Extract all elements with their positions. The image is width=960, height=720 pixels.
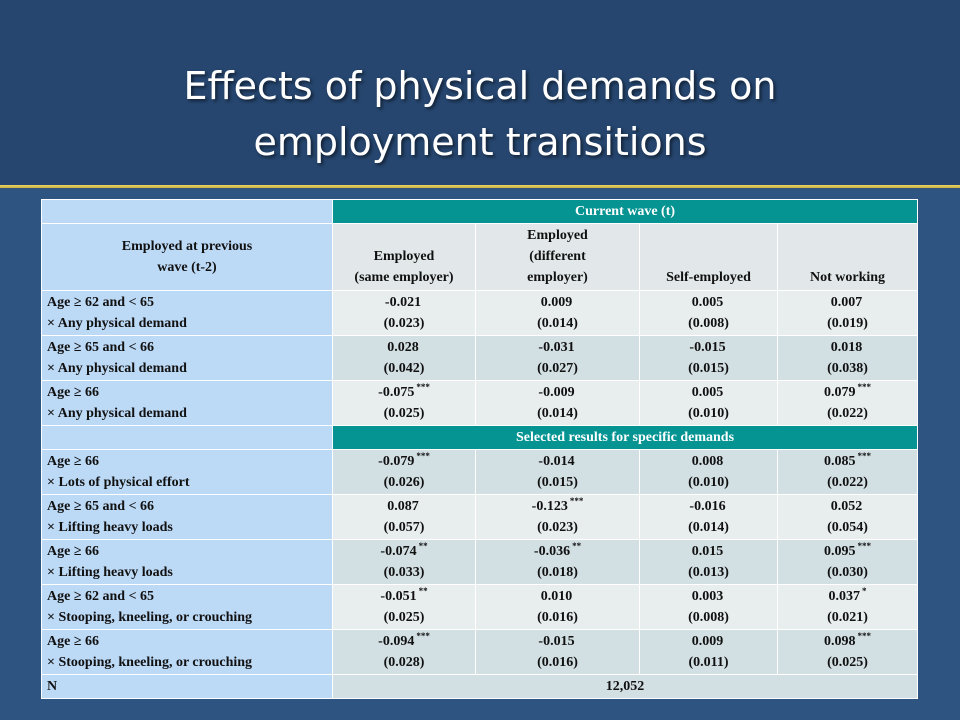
standard-error: (0.026): [383, 475, 425, 490]
table-row: [42, 540, 918, 585]
coefficient-cell: [333, 336, 476, 381]
row-label: [42, 495, 333, 540]
standard-error: (0.022): [827, 475, 868, 490]
coefficient-value: 0.085: [824, 454, 856, 469]
coefficient-line: [337, 292, 471, 313]
table-row: [42, 450, 918, 495]
standard-error: (0.030): [827, 565, 868, 580]
coefficient-value: 0.028: [387, 340, 419, 355]
significance-stars: ***: [416, 451, 430, 462]
row-label: [42, 630, 333, 675]
slide-title-line-1: Effects of physical demands on: [183, 64, 777, 108]
coefficient-value: 0.009: [691, 634, 724, 649]
row-label-line: × Any physical demand: [47, 406, 187, 421]
row-label-line: Age ≥ 66: [47, 634, 100, 649]
band-row-current-wave: [42, 200, 918, 224]
coefficient-value: 0.098: [824, 634, 856, 649]
row-label-line: × Stooping, kneeling, or crouching: [47, 610, 253, 625]
table-row: [42, 495, 918, 540]
standard-error: (0.016): [537, 610, 578, 625]
row-label-line: Age ≥ 65 and < 66: [47, 340, 155, 355]
coefficient-line: [782, 337, 913, 358]
row-label-line: Age ≥ 66: [47, 385, 100, 400]
coefficient-value: -0.075: [378, 385, 415, 400]
coefficient-line: [480, 631, 635, 652]
coefficient-value: -0.094: [378, 634, 415, 649]
coefficient-line: [337, 541, 471, 562]
standard-error: (0.025): [827, 655, 868, 670]
coefficient-value: 0.015: [691, 544, 724, 559]
coefficient-value: 0.008: [691, 454, 724, 469]
row-label-line: Age ≥ 66: [47, 544, 100, 559]
table-row: [42, 336, 918, 381]
standard-error: (0.010): [688, 475, 729, 490]
coefficient-value: 0.087: [387, 499, 419, 514]
coefficient-cell: [778, 540, 918, 585]
standard-error: (0.054): [827, 520, 868, 535]
row-label-line: × Lifting heavy loads: [47, 565, 173, 580]
band-row-specific-demands: [42, 426, 918, 450]
coefficient-line: [644, 292, 773, 313]
standard-error: (0.018): [537, 565, 578, 580]
standard-error: (0.015): [537, 475, 578, 490]
coefficient-cell: [778, 495, 918, 540]
band-specific-demands: Selected results for specific demands: [333, 426, 918, 450]
row-label-line: × Stooping, kneeling, or crouching: [47, 655, 253, 670]
coefficient-value: -0.123: [531, 499, 568, 514]
band-corner-cell: [42, 426, 333, 450]
band-current-wave: Current wave (t): [333, 200, 918, 224]
column-header-line: Not working: [809, 270, 886, 285]
coefficient-cell: [640, 450, 778, 495]
coefficient-value: 0.095: [824, 544, 856, 559]
coefficient-cell: [778, 585, 918, 630]
column-header-line: (different: [529, 249, 586, 264]
row-label-line: × Any physical demand: [47, 361, 187, 376]
standard-error: (0.016): [537, 655, 578, 670]
table-row: [42, 291, 918, 336]
standard-error: (0.008): [688, 610, 729, 625]
coefficient-line: [480, 382, 635, 403]
standard-error: (0.014): [537, 406, 578, 421]
coefficient-line: [782, 541, 913, 562]
corner-cell: [42, 200, 333, 224]
coefficient-value: 0.003: [691, 589, 724, 604]
row-label: [42, 450, 333, 495]
column-header-employed-different: [476, 224, 640, 291]
coefficient-line: [480, 586, 635, 607]
table-row: [42, 585, 918, 630]
coefficient-cell: [333, 585, 476, 630]
standard-error: (0.019): [827, 316, 868, 331]
coefficient-cell: [476, 585, 640, 630]
coefficient-cell: [640, 540, 778, 585]
column-header-line: Employed: [373, 249, 435, 264]
coefficient-line: [480, 451, 635, 472]
column-header-row: [42, 224, 918, 291]
sample-size-label: N: [42, 675, 333, 699]
coefficient-line: [337, 586, 471, 607]
standard-error: (0.022): [827, 406, 868, 421]
coefficient-value: 0.079: [824, 385, 856, 400]
coefficient-value: -0.016: [689, 499, 726, 514]
coefficient-value: 0.052: [830, 499, 863, 514]
coefficient-cell: [333, 540, 476, 585]
coefficient-value: -0.036: [533, 544, 571, 559]
significance-stars: ***: [857, 631, 872, 642]
coefficient-cell: [778, 381, 918, 426]
column-header-self-employed: [640, 224, 778, 291]
coefficient-cell: [640, 336, 778, 381]
coefficient-value: -0.015: [689, 340, 726, 355]
standard-error: (0.014): [537, 316, 578, 331]
standard-error: (0.033): [383, 565, 425, 580]
significance-stars: **: [572, 541, 582, 552]
standard-error: (0.013): [688, 565, 729, 580]
coefficient-line: [337, 382, 471, 403]
row-label-line: Age ≥ 62 and < 65: [47, 589, 155, 604]
row-label: [42, 381, 333, 426]
standard-error: (0.028): [383, 655, 425, 670]
coefficient-cell: [640, 630, 778, 675]
significance-stars: **: [418, 541, 428, 552]
coefficient-cell: [476, 336, 640, 381]
standard-error: (0.011): [688, 655, 729, 670]
results-table: [41, 199, 918, 699]
coefficient-cell: [778, 630, 918, 675]
coefficient-cell: [333, 630, 476, 675]
coefficient-cell: [476, 381, 640, 426]
standard-error: (0.057): [383, 520, 425, 535]
coefficient-line: [337, 631, 471, 652]
coefficient-line: [782, 451, 913, 472]
column-header-not-working: [778, 224, 918, 291]
coefficient-cell: [476, 540, 640, 585]
coefficient-cell: [640, 381, 778, 426]
column-header-line: employer): [527, 270, 588, 285]
coefficient-cell: [476, 291, 640, 336]
coefficient-cell: [778, 291, 918, 336]
coefficient-value: 0.018: [830, 340, 863, 355]
coefficient-cell: [333, 291, 476, 336]
standard-error: (0.027): [537, 361, 578, 376]
row-label-line: Age ≥ 66: [47, 454, 100, 469]
coefficient-line: [644, 337, 773, 358]
coefficient-value: 0.005: [691, 385, 724, 400]
coefficient-cell: [778, 336, 918, 381]
coefficient-line: [337, 337, 471, 358]
coefficient-line: [480, 496, 635, 517]
standard-error: (0.025): [383, 610, 425, 625]
significance-stars: ***: [857, 451, 872, 462]
coefficient-value: 0.005: [691, 295, 724, 310]
standard-error: (0.023): [383, 316, 425, 331]
row-label-line: × Any physical demand: [47, 316, 187, 331]
standard-error: (0.008): [688, 316, 729, 331]
coefficient-value: 0.007: [830, 295, 863, 310]
significance-stars: *: [862, 586, 867, 597]
row-label: [42, 291, 333, 336]
coefficient-line: [480, 541, 635, 562]
standard-error: (0.021): [827, 610, 868, 625]
coefficient-cell: [476, 495, 640, 540]
coefficient-line: [644, 541, 773, 562]
coefficient-line: [337, 451, 471, 472]
standard-error: (0.014): [688, 520, 729, 535]
coefficient-value: 0.009: [540, 295, 573, 310]
standard-error: (0.023): [537, 520, 578, 535]
coefficient-cell: [333, 450, 476, 495]
coefficient-value: -0.074: [380, 544, 417, 559]
coefficient-line: [480, 337, 635, 358]
coefficient-cell: [640, 495, 778, 540]
title-divider: [0, 185, 960, 188]
row-label-line: Age ≥ 65 and < 66: [47, 499, 155, 514]
row-header-cell: [42, 224, 333, 291]
standard-error: (0.042): [383, 361, 425, 376]
coefficient-line: [480, 292, 635, 313]
standard-error: (0.038): [827, 361, 868, 376]
table-row: [42, 381, 918, 426]
sample-size-row: [42, 675, 918, 699]
coefficient-line: [782, 586, 913, 607]
row-label: [42, 540, 333, 585]
coefficient-value: 0.010: [540, 589, 573, 604]
slide-title-line-2: employment transitions: [253, 120, 707, 164]
sample-size-value: 12,052: [333, 675, 918, 699]
coefficient-value: -0.051: [380, 589, 417, 604]
coefficient-line: [337, 496, 471, 517]
coefficient-value: -0.031: [538, 340, 575, 355]
standard-error: (0.015): [688, 361, 729, 376]
coefficient-line: [644, 451, 773, 472]
row-header-line-1: Employed at previous: [121, 239, 253, 254]
coefficient-line: [644, 631, 773, 652]
coefficient-line: [782, 382, 913, 403]
coefficient-line: [644, 496, 773, 517]
coefficient-line: [782, 631, 913, 652]
row-label-line: × Lots of physical effort: [47, 475, 190, 490]
row-label: [42, 585, 333, 630]
significance-stars: ***: [416, 631, 430, 642]
slide-title: [0, 58, 960, 170]
coefficient-cell: [640, 291, 778, 336]
significance-stars: ***: [857, 541, 872, 552]
coefficient-value: -0.015: [538, 634, 575, 649]
coefficient-line: [782, 292, 913, 313]
coefficient-cell: [476, 450, 640, 495]
coefficient-cell: [778, 450, 918, 495]
coefficient-value: -0.021: [384, 295, 422, 310]
coefficient-line: [644, 382, 773, 403]
row-label-line: Age ≥ 62 and < 65: [47, 295, 155, 310]
column-header-line: (same employer): [354, 270, 454, 285]
row-header-line-2: wave (t-2): [157, 260, 217, 275]
coefficient-cell: [333, 495, 476, 540]
column-header-employed-same: [333, 224, 476, 291]
coefficient-value: -0.014: [538, 454, 575, 469]
coefficient-value: -0.079: [378, 454, 415, 469]
column-header-line: Employed: [527, 228, 588, 243]
significance-stars: ***: [857, 382, 872, 393]
significance-stars: ***: [569, 496, 584, 507]
standard-error: (0.010): [688, 406, 729, 421]
coefficient-cell: [333, 381, 476, 426]
coefficient-cell: [476, 630, 640, 675]
column-header-line: Self-employed: [666, 270, 751, 285]
standard-error: (0.025): [383, 406, 425, 421]
significance-stars: **: [418, 586, 428, 597]
coefficient-line: [644, 586, 773, 607]
table-row: [42, 630, 918, 675]
coefficient-line: [782, 496, 913, 517]
row-label-line: × Lifting heavy loads: [47, 520, 173, 535]
coefficient-value: -0.009: [538, 385, 575, 400]
coefficient-value: 0.037: [828, 589, 861, 604]
coefficient-cell: [640, 585, 778, 630]
row-label: [42, 336, 333, 381]
significance-stars: ***: [416, 382, 430, 393]
